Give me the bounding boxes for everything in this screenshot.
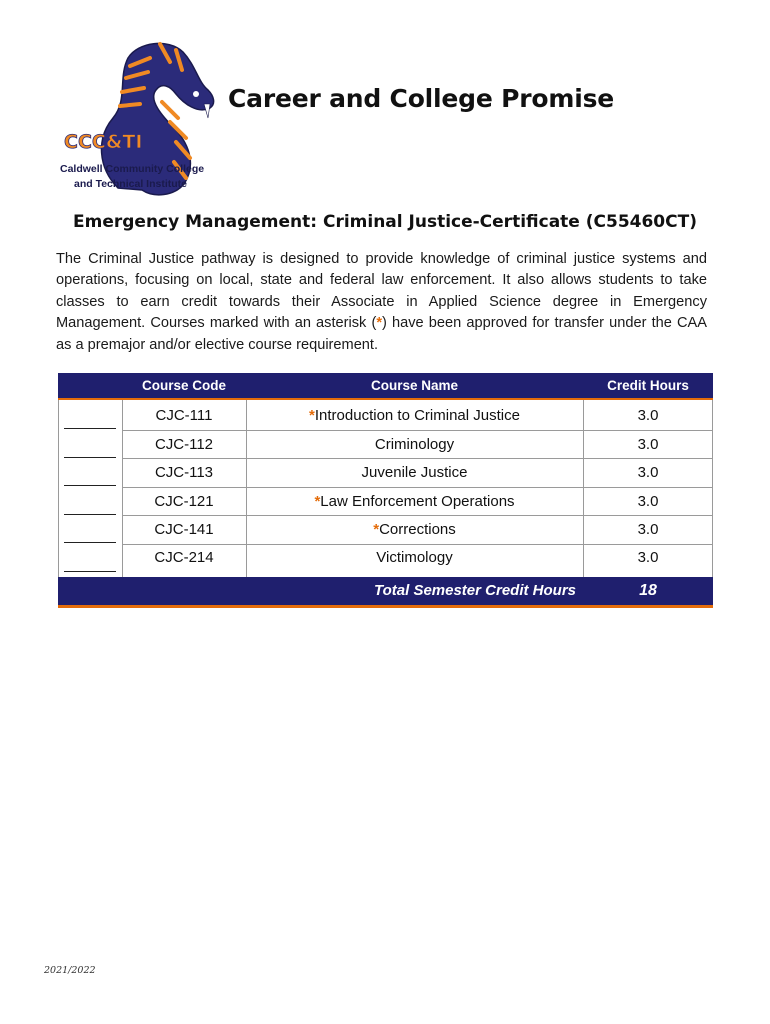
description-text-start: The Criminal Justice pathway is designed to provide knowledge of criminal justice systems and operations, focusing on local, state and federal law enforcement. It also allows students to take classes to earn credit towards their Associate in Applied Science degree in Emergency Management. Courses marked with an asterisk ( (56, 251, 707, 332)
credit-hours: 3.0 (637, 521, 659, 538)
course-name (246, 488, 583, 516)
course-code: CJC-113 (154, 464, 214, 481)
course-name (246, 402, 583, 430)
course-name (246, 459, 583, 487)
header-course-name: Course Name (370, 378, 459, 393)
header-course-code: Course Code (141, 378, 226, 393)
course-code: CJC-214 (154, 549, 214, 566)
course-name (246, 431, 583, 459)
cobra-fang (204, 104, 210, 118)
transfer-marker: * (314, 493, 321, 510)
description-text-end: ) have been approved for transfer under the CAA as a premajor and/or elective course requirement. (56, 315, 707, 353)
course-name-text: Introduction to Criminal Justice (314, 407, 520, 424)
header-credit-hours: Credit Hours (607, 378, 689, 393)
course-name-text: Criminology (374, 436, 455, 453)
transfer-marker: * (373, 521, 380, 538)
course-name-text: Victimology (376, 549, 453, 566)
asterisk-marker: * (376, 315, 383, 332)
course-code: CJC-111 (155, 407, 213, 424)
checkoff-blank[interactable] (64, 514, 116, 515)
checkoff-blank[interactable] (64, 542, 116, 543)
program-title: Emergency Management: Criminal Justice-Certificate (C55460CT) (73, 212, 697, 232)
college-logo (58, 38, 223, 198)
course-code: CJC-112 (154, 436, 214, 453)
course-table (58, 373, 713, 609)
logo-line1: Caldwell Community College (60, 163, 205, 175)
course-code: CJC-141 (154, 521, 214, 538)
course-name-text: Corrections (379, 521, 456, 538)
checkoff-blank[interactable] (64, 428, 116, 429)
transfer-marker: * (309, 407, 315, 424)
footer-year: 2021/2022 (44, 965, 96, 976)
credit-hours: 3.0 (637, 436, 659, 453)
course-code: CJC-121 (154, 493, 214, 510)
course-name (246, 516, 583, 544)
course-name (246, 544, 583, 572)
checkoff-blank[interactable] (64, 485, 116, 486)
course-name-text: Law Enforcement Operations (320, 493, 515, 510)
total-row (58, 577, 713, 608)
credit-hours: 3.0 (637, 493, 659, 510)
program-description (56, 249, 707, 356)
credit-hours: 3.0 (637, 549, 659, 566)
logo-line2: and Technical Institute (74, 178, 187, 190)
grid-line (58, 400, 59, 577)
checkoff-blank[interactable] (64, 571, 116, 572)
course-name-text: Juvenile Justice (361, 464, 468, 481)
checkoff-blank[interactable] (64, 457, 116, 458)
page-title: Career and College Promise (228, 84, 615, 113)
credit-hours: 3.0 (637, 464, 659, 481)
total-label: Total Semester Credit Hours (374, 582, 576, 599)
logo-acronym: CCC&TI (64, 131, 143, 153)
credit-hours: 3.0 (637, 407, 659, 424)
total-value: 18 (639, 582, 657, 599)
cobra-eye (193, 91, 199, 97)
